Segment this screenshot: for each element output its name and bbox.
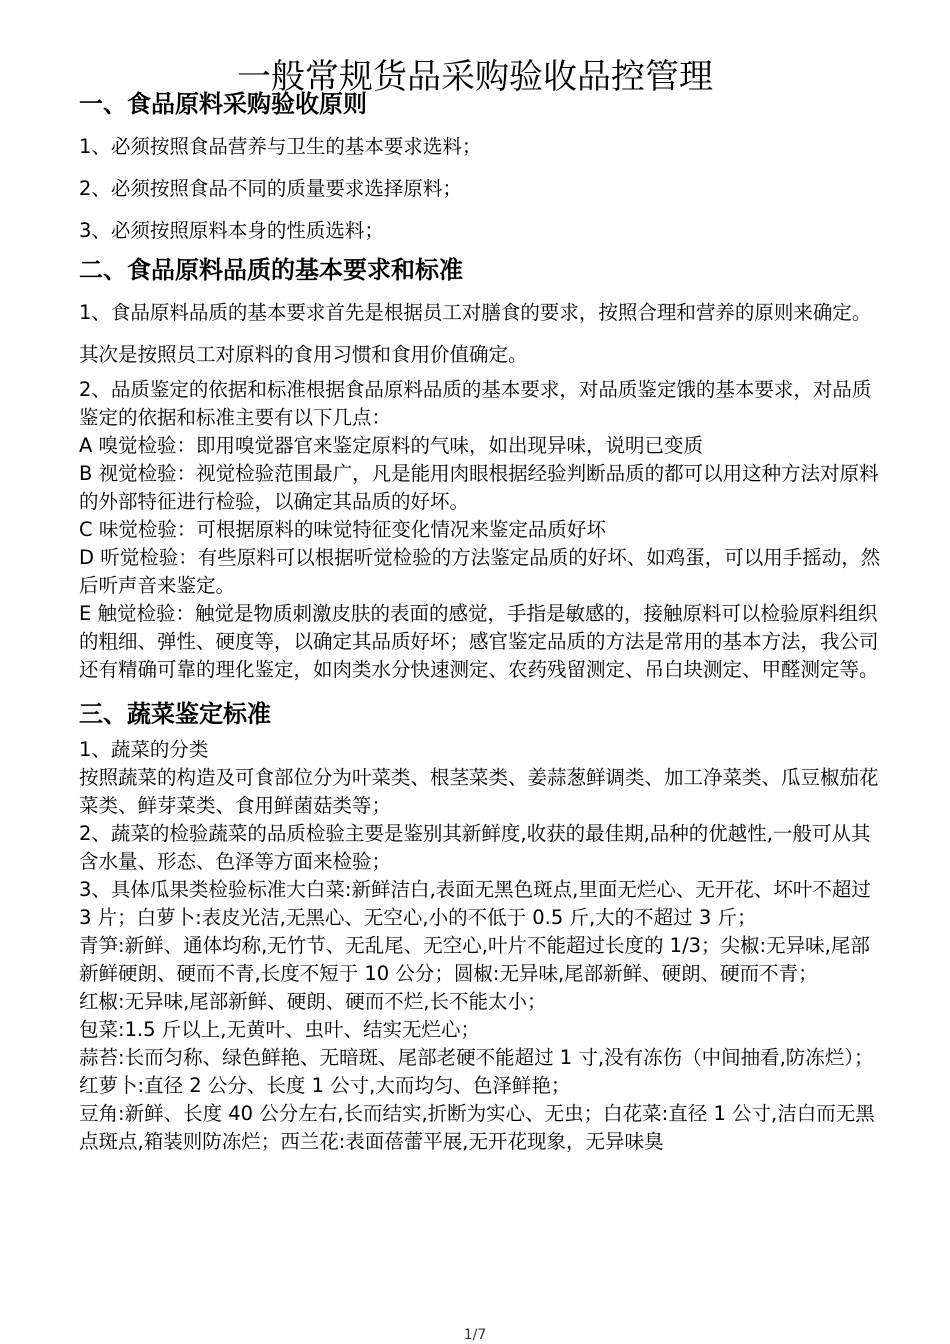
paragraph: 1、食品原料品质的基本要求首先是根据员工对膳食的要求，按照合理和营养的原则来确定。其次是按照员工对原料的食用习惯和食用价值确定。 <box>79 301 872 366</box>
paragraph: B 视觉检验：视觉检验范围最广，凡是能用肉眼根据经验判断品质的都可以用这种方法对原料的外部特征进行检验，以确定其品质的好坏。 <box>79 462 879 513</box>
paragraph: 2、品质鉴定的依据和标准根据食品原料品质的基本要求，对品质鉴定饿的基本要求，对品质鉴定的依据和标准主要有以下几点： <box>79 378 872 429</box>
section-heading: 二、食品原料品质的基本要求和标准 <box>79 256 463 284</box>
page-title: 一般常规货品采购验收品控管理 <box>237 56 713 97</box>
paragraph: A 嗅觉检验：即用嗅觉器官来鉴定原料的气味，如出现异味，说明已变质 <box>79 434 704 457</box>
paragraph: E 触觉检验：触觉是物质刺激皮肤的表面的感觉，手指是敏感的，接触原料可以检验原料组织的粗细、弹性、硬度等，以确定其品质好坏；感官鉴定品质的方法是常用的基本方法，我公司还有精确可靠的理化鉴定，如肉类水分快速测定、农药残留测定、吊白块测定、甲醛测定等。 <box>79 602 879 681</box>
paragraph: 蒜苔:长而匀称、绿色鲜艳、无暗斑、尾部老硬不能超过 1 寸,没有冻伤（中间抽看,防冻烂）； <box>79 1046 874 1069</box>
document-body <box>79 86 888 1156</box>
paragraph: 红萝卜:直径 2 公分、长度 1 公寸,大而均匀、色泽鲜艳； <box>79 1074 571 1097</box>
section-3 <box>79 684 888 1156</box>
paragraph: 青笋:新鲜、通体均称,无竹节、无乱尾、无空心,叶片不能超过长度的 1/3；尖椒:无异味,尾部新鲜硬朗、硬而不青,长度不短于 10 公分；圆椒:无异味,尾部新鲜、硬朗、硬而不青； <box>79 934 870 985</box>
section-2 <box>79 252 888 684</box>
paragraph: C 味觉检验：可根据原料的味觉特征变化情况来鉴定品质好坏 <box>79 518 606 541</box>
paragraph: 红椒:无异味,尾部新鲜、硬朗、硬而不烂,长不能太小； <box>79 990 547 1013</box>
list-item: 1、必须按照食品营养与卫生的基本要求选料； <box>79 135 482 158</box>
paragraph: 豆角:新鲜、长度 40 公分左右,长而结实,折断为实心、无虫；白花菜:直径 1 公寸,洁白而无黑点斑点,箱装则防冻烂；西兰花:表面蓓蕾平展,无开花现象，无异味臭 <box>79 1102 875 1153</box>
page-number: 1/7 <box>463 1327 487 1343</box>
section-heading: 三、蔬菜鉴定标准 <box>79 700 271 728</box>
paragraph: 2、蔬菜的检验蔬菜的品质检验主要是鉴别其新鲜度,收获的最佳期,品种的优越性,一般可从其含水量、形态、色泽等方面来检验； <box>79 822 871 873</box>
section-heading: 一、食品原料采购验收原则 <box>79 90 367 118</box>
paragraph: 3、具体瓜果类检验标准大白菜:新鲜洁白,表面无黑色斑点,里面无烂心、无开花、坏叶不超过 3 片；白萝卜:表皮光洁,无黑心、无空心,小的不低于 0.5 斤,大的不超过 3 斤； <box>79 878 871 929</box>
list-item: 2、必须按照食品不同的质量要求选择原料； <box>79 177 462 200</box>
paragraph: 1、蔬菜的分类 <box>79 738 209 761</box>
paragraph: D 听觉检验：有些原料可以根据听觉检验的方法鉴定品质的好坏、如鸡蛋，可以用手摇动，然后听声音来鉴定。 <box>79 546 881 597</box>
paragraph: 包菜:1.5 斤以上,无黄叶、虫叶、结实无烂心； <box>79 1018 480 1041</box>
list-item: 3、必须按照原料本身的性质选料； <box>79 219 384 242</box>
paragraph: 按照蔬菜的构造及可食部位分为叶菜类、根茎菜类、姜蒜葱鲜调类、加工净菜类、瓜豆椒茄花菜类、鲜芽菜类、食用鲜菌菇类等； <box>79 766 879 817</box>
section-1 <box>79 86 888 252</box>
